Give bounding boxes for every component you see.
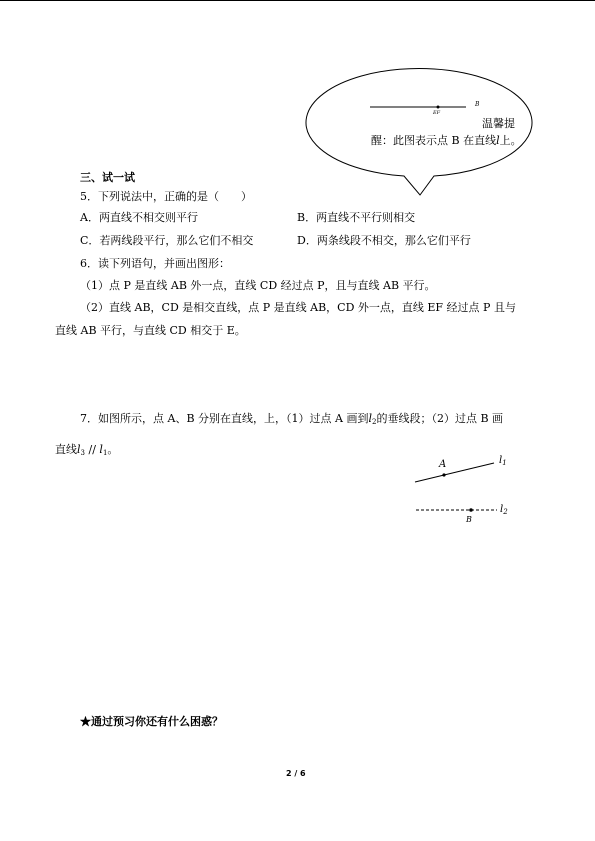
- callout-text-2: 醒：此图表示点 B 在直线l上。: [371, 134, 522, 147]
- q7-line2: 直线$l_3 // l_1$。: [55, 443, 119, 457]
- q5-option-b: B．两直线不平行则相交: [297, 211, 416, 224]
- line-l1: [415, 463, 494, 482]
- q5-option-a: A．两直线不相交则平行: [80, 211, 198, 224]
- q6-part2-line1: （2）直线 AB，CD 是相交直线，点 P 是直线 AB，CD 外一点，直线 EF 经过点 P 且与: [80, 301, 516, 314]
- point-b: [469, 508, 473, 512]
- q5-stem: 5．下列说法中，正确的是（ ）: [80, 190, 252, 203]
- question-footer: ★通过预习你还有什么困惑？: [80, 715, 223, 728]
- callout-label-ef: EF: [433, 110, 441, 116]
- label-l2: $l_2$: [500, 504, 508, 516]
- page-number: 2 / 6: [286, 769, 306, 778]
- label-l1: $l_1$: [499, 455, 507, 467]
- label-a: A: [439, 459, 447, 470]
- q5-option-d: D．两条线段不相交，那么它们平行: [297, 234, 471, 247]
- q6-part2-line2: 直线 AB 平行，与直线 CD 相交于 E。: [55, 324, 246, 337]
- callout-text-1: 温馨提: [482, 117, 515, 130]
- q6-part1: （1）点 P 是直线 AB 外一点，直线 CD 经过点 P，且与直线 AB 平行。: [80, 279, 436, 292]
- q5-option-c: C．若两线段平行，那么它们不相交: [80, 234, 254, 247]
- point-a: [442, 473, 445, 476]
- callout-label-b: B: [475, 101, 480, 108]
- q6-stem: 6．读下列语句，并画出图形：: [80, 257, 230, 270]
- q7-line1: 7．如图所示，点 A、B 分别在直线，上，（1）过点 A 画到$l_2$的垂线段；（2）过点 B 画: [80, 412, 504, 426]
- section-title: 三、试一试: [80, 171, 135, 184]
- label-b: B: [466, 515, 472, 524]
